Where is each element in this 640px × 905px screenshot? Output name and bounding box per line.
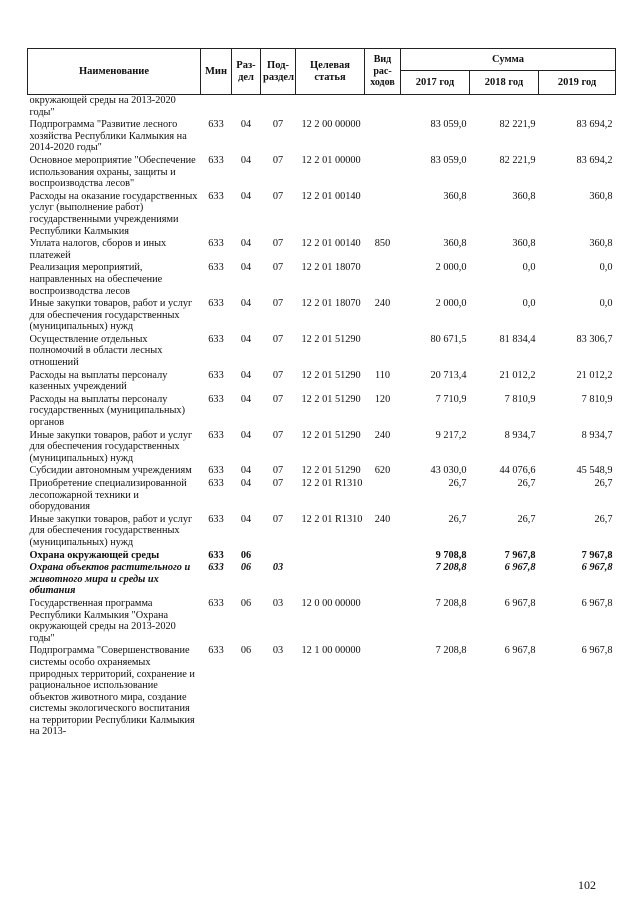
row-razdel: 04 xyxy=(240,262,252,274)
row-name: Охрана объектов растительного и животного мира и среды их обитания xyxy=(29,562,191,597)
row-razdel: 04 xyxy=(240,513,252,525)
row-sum-2018: 6 967,8 xyxy=(504,597,536,609)
row-razdel: 04 xyxy=(240,119,252,131)
row-celevaya-statya: 12 2 01 00140 xyxy=(301,238,361,250)
row-name: Охрана окружающей среды xyxy=(29,549,160,561)
row-sum-2019: 360,8 xyxy=(589,190,613,202)
table-row xyxy=(28,598,616,645)
row-sum-2017: 7 208,8 xyxy=(435,597,467,609)
row-min: 633 xyxy=(208,298,224,310)
row-razdel: 06 xyxy=(240,597,252,609)
header-vid-rashodov: Вид рас- ходов xyxy=(365,49,401,95)
row-sum-2019: 6 967,8 xyxy=(581,645,613,657)
table-row xyxy=(28,645,616,739)
row-sum-2017: 26,7 xyxy=(448,478,467,489)
row-name: Реализация мероприятий, направленных на обеспечение воспроизводства лесов xyxy=(29,262,163,297)
row-celevaya-statya: 12 2 01 18070 xyxy=(301,298,361,310)
row-name: Подпрограмма "Совершенствование системы особо охраняемых природных территорий, сохранение и рациональное использование объектов животного мира, создание системы экологического воспитания на территории Республики Калмыкия на 2013- xyxy=(29,645,195,738)
row-vid-rashodov: 110 xyxy=(374,369,391,381)
row-podrazdel xyxy=(261,550,296,563)
row-sum-2019: 26,7 xyxy=(594,513,613,525)
row-sum-2017: 9 708,8 xyxy=(435,549,467,561)
row-vid-rashodov: 850 xyxy=(374,238,391,250)
row-razdel: 04 xyxy=(240,478,252,489)
row-podrazdel: 07 xyxy=(272,298,284,310)
row-vid-rashodov xyxy=(365,550,401,563)
row-podrazdel: 07 xyxy=(272,429,284,441)
table-row xyxy=(28,155,616,191)
row-sum-2017: 7 710,9 xyxy=(435,393,467,405)
row-celevaya-statya: 12 2 01 51290 xyxy=(301,333,361,345)
row-sum-2017: 2 000,0 xyxy=(435,262,467,274)
row-sum-2018: 360,8 xyxy=(512,238,536,250)
row-name: Уплата налогов, сборов и иных платежей xyxy=(29,238,167,261)
row-sum-2017: 7 208,8 xyxy=(435,562,467,574)
row-vid-rashodov: 240 xyxy=(374,429,391,441)
row-sum-2018: 360,8 xyxy=(512,190,536,202)
row-vid-rashodov xyxy=(365,598,401,645)
row-celevaya-statya: 12 2 01 R1310 xyxy=(301,478,363,489)
row-razdel xyxy=(232,95,261,120)
header-min: Мин xyxy=(201,49,232,95)
row-name: Подпрограмма "Развитие лесного хозяйства Республики Калмыкия на 2014-2020 годы" xyxy=(29,119,187,154)
row-sum-2017: 360,8 xyxy=(443,238,467,250)
row-podrazdel: 07 xyxy=(272,238,284,250)
row-name: Осуществление отдельных полномочий в области лесных отношений xyxy=(29,333,163,369)
row-vid-rashodov: 240 xyxy=(374,513,391,525)
row-sum-2018: 82 221,9 xyxy=(499,119,536,131)
row-celevaya-statya: 12 1 00 00000 xyxy=(301,645,361,657)
row-min: 633 xyxy=(208,190,224,202)
row-vid-rashodov xyxy=(365,562,401,598)
row-razdel: 04 xyxy=(240,190,252,202)
row-min: 633 xyxy=(208,465,224,477)
row-min: 633 xyxy=(208,238,224,250)
document-page xyxy=(27,48,615,739)
row-sum-2018: 8 934,7 xyxy=(504,429,536,441)
row-vid-rashodov xyxy=(365,478,401,514)
row-razdel: 04 xyxy=(240,154,252,166)
row-celevaya-statya xyxy=(296,95,365,120)
row-vid-rashodov: 240 xyxy=(374,298,391,310)
row-sum-2019: 26,7 xyxy=(594,478,613,489)
table-row xyxy=(28,562,616,598)
row-celevaya-statya: 12 0 00 00000 xyxy=(301,597,361,609)
row-name: Приобретение специализированной лесопожарной техники и оборудования xyxy=(29,478,187,513)
row-name: Расходы на оказание государственных услуг (выполнение работ) государственными учреждениями Республики Калмыкия xyxy=(29,190,198,237)
header-name: Наименование xyxy=(28,49,201,95)
row-sum-2019: 0,0 xyxy=(599,262,613,274)
row-razdel: 04 xyxy=(240,333,252,345)
row-podrazdel: 07 xyxy=(272,513,284,525)
row-celevaya-statya: 12 2 01 51290 xyxy=(301,393,361,405)
row-podrazdel: 07 xyxy=(272,478,284,489)
row-razdel: 04 xyxy=(240,238,252,250)
table-row xyxy=(28,550,616,563)
row-podrazdel: 07 xyxy=(272,190,284,202)
table-row xyxy=(28,430,616,466)
row-sum-2019: 83 306,7 xyxy=(576,333,613,345)
row-min: 633 xyxy=(208,119,224,131)
row-sum-2018: 7 967,8 xyxy=(504,549,536,561)
row-sum-2018: 82 221,9 xyxy=(499,154,536,166)
row-podrazdel xyxy=(261,95,296,120)
row-celevaya-statya: 12 2 01 R1310 xyxy=(301,513,363,525)
row-vid-rashodov xyxy=(365,645,401,739)
row-vid-rashodov: 620 xyxy=(374,465,391,477)
row-name: Государственная программа Республики Калмыкия "Охрана окружающей среды на 2013-2020 годы" xyxy=(29,597,176,644)
header-podrazdel: Под- раздел xyxy=(261,49,296,95)
row-celevaya-statya: 12 2 01 18070 xyxy=(301,262,361,274)
row-sum-2018: 7 810,9 xyxy=(504,393,536,405)
row-razdel: 04 xyxy=(240,369,252,381)
row-sum-2019: 7 967,8 xyxy=(581,549,613,561)
row-sum-2017: 7 208,8 xyxy=(435,645,467,657)
table-row xyxy=(28,514,616,550)
table-row xyxy=(28,262,616,298)
row-name: Иные закупки товаров, работ и услуг для обеспечения государственных (муниципальных) нужд xyxy=(29,298,193,333)
table-row xyxy=(28,298,616,334)
row-min: 633 xyxy=(208,513,224,525)
row-min: 633 xyxy=(208,154,224,166)
row-sum-2019: 83 694,2 xyxy=(576,119,613,131)
row-celevaya-statya: 12 2 01 00000 xyxy=(301,154,361,166)
header-year-2019: 2019 год xyxy=(539,71,616,95)
row-razdel: 06 xyxy=(240,645,252,657)
row-podrazdel: 03 xyxy=(272,597,284,609)
row-vid-rashodov xyxy=(365,155,401,191)
row-name: Иные закупки товаров, работ и услуг для обеспечения государственных (муниципальных) нужд xyxy=(29,513,193,548)
row-name: Субсидии автономным учреждениям xyxy=(29,465,192,477)
header-razdel: Раз- дел xyxy=(232,49,261,95)
row-vid-rashodov xyxy=(365,119,401,155)
row-razdel: 04 xyxy=(240,393,252,405)
row-min: 633 xyxy=(208,262,224,274)
row-sum-2018: 21 012,2 xyxy=(499,369,536,381)
row-sum-2017: 83 059,0 xyxy=(430,154,467,166)
row-razdel: 04 xyxy=(240,298,252,310)
row-sum-2017: 360,8 xyxy=(443,190,467,202)
row-celevaya-statya xyxy=(296,562,365,598)
table-row xyxy=(28,334,616,370)
row-sum-2019: 83 694,2 xyxy=(576,154,613,166)
row-podrazdel: 03 xyxy=(272,562,284,574)
row-vid-rashodov xyxy=(365,95,401,120)
row-celevaya-statya: 12 2 00 00000 xyxy=(301,119,361,131)
row-podrazdel: 07 xyxy=(272,154,284,166)
row-name: Расходы на выплаты персоналу казенных учреждений xyxy=(29,369,168,393)
row-min: 633 xyxy=(208,393,224,405)
row-sum-2017: 80 671,5 xyxy=(430,333,467,345)
budget-table xyxy=(27,48,616,739)
row-min: 633 xyxy=(208,597,224,609)
row-min: 633 xyxy=(208,645,224,657)
row-sum-2017 xyxy=(401,95,470,120)
table-row xyxy=(28,95,616,120)
table-row xyxy=(28,370,616,394)
table-body xyxy=(28,95,616,740)
row-sum-2018: 81 834,4 xyxy=(499,333,536,345)
row-vid-rashodov: 120 xyxy=(374,393,391,405)
row-celevaya-statya: 12 2 01 00140 xyxy=(301,190,361,202)
row-min: 633 xyxy=(208,562,224,574)
table-row xyxy=(28,191,616,238)
row-sum-2018: 26,7 xyxy=(517,478,536,489)
row-min: 633 xyxy=(208,333,224,345)
row-sum-2019: 0,0 xyxy=(599,298,613,310)
row-podrazdel: 03 xyxy=(272,645,284,657)
row-sum-2017: 83 059,0 xyxy=(430,119,467,131)
row-sum-2017: 9 217,2 xyxy=(435,429,467,441)
row-sum-2018: 44 076,6 xyxy=(499,465,536,477)
row-sum-2019: 360,8 xyxy=(589,238,613,250)
header-year-2018: 2018 год xyxy=(470,71,539,95)
table-row xyxy=(28,465,616,478)
row-vid-rashodov xyxy=(365,191,401,238)
row-sum-2018: 0,0 xyxy=(522,262,536,274)
row-min: 633 xyxy=(208,369,224,381)
row-razdel: 06 xyxy=(240,562,252,574)
row-vid-rashodov xyxy=(365,334,401,370)
row-celevaya-statya xyxy=(296,550,365,563)
row-sum-2018: 6 967,8 xyxy=(504,645,536,657)
row-celevaya-statya: 12 2 01 51290 xyxy=(301,429,361,441)
row-celevaya-statya: 12 2 01 51290 xyxy=(301,465,361,477)
row-min xyxy=(201,95,232,120)
row-podrazdel: 07 xyxy=(272,369,284,381)
row-sum-2019 xyxy=(539,95,616,120)
header-year-2017: 2017 год xyxy=(401,71,470,95)
header-celevaya-statya: Целевая статья xyxy=(296,49,365,95)
row-razdel: 04 xyxy=(240,465,252,477)
header-summa: Сумма xyxy=(401,49,616,71)
row-sum-2019: 7 810,9 xyxy=(581,393,613,405)
table-row xyxy=(28,119,616,155)
table-row xyxy=(28,478,616,514)
row-name: Расходы на выплаты персоналу государственных (муниципальных) органов xyxy=(29,393,186,429)
row-sum-2018: 26,7 xyxy=(517,513,536,525)
row-podrazdel: 07 xyxy=(272,393,284,405)
row-name: Иные закупки товаров, работ и услуг для обеспечения государственных (муниципальных) нужд xyxy=(29,429,193,464)
row-min: 633 xyxy=(208,429,224,441)
row-podrazdel: 07 xyxy=(272,333,284,345)
row-podrazdel: 07 xyxy=(272,262,284,274)
row-celevaya-statya: 12 2 01 51290 xyxy=(301,369,361,381)
row-sum-2017: 43 030,0 xyxy=(430,465,467,477)
row-podrazdel: 07 xyxy=(272,119,284,131)
row-vid-rashodov xyxy=(365,262,401,298)
row-sum-2019: 21 012,2 xyxy=(576,369,613,381)
row-min: 633 xyxy=(208,478,224,489)
row-sum-2019: 6 967,8 xyxy=(581,562,613,574)
row-razdel: 06 xyxy=(240,549,252,561)
row-sum-2017: 2 000,0 xyxy=(435,298,467,310)
row-min: 633 xyxy=(208,549,224,561)
row-name: Основное мероприятие "Обеспечение использования охраны, защиты и воспроизводства лесов" xyxy=(29,154,196,190)
row-sum-2017: 26,7 xyxy=(448,513,467,525)
row-sum-2018: 6 967,8 xyxy=(504,562,536,574)
row-sum-2019: 6 967,8 xyxy=(581,597,613,609)
table-row xyxy=(28,394,616,430)
row-sum-2019: 8 934,7 xyxy=(581,429,613,441)
row-sum-2018: 0,0 xyxy=(522,298,536,310)
row-podrazdel: 07 xyxy=(272,465,284,477)
row-name: окружающей среды на 2013-2020 годы" xyxy=(29,95,176,118)
page-number: 102 xyxy=(578,878,596,892)
row-sum-2018 xyxy=(470,95,539,120)
row-sum-2017: 20 713,4 xyxy=(430,369,467,381)
row-razdel: 04 xyxy=(240,429,252,441)
row-sum-2019: 45 548,9 xyxy=(576,465,613,477)
table-row xyxy=(28,238,616,262)
